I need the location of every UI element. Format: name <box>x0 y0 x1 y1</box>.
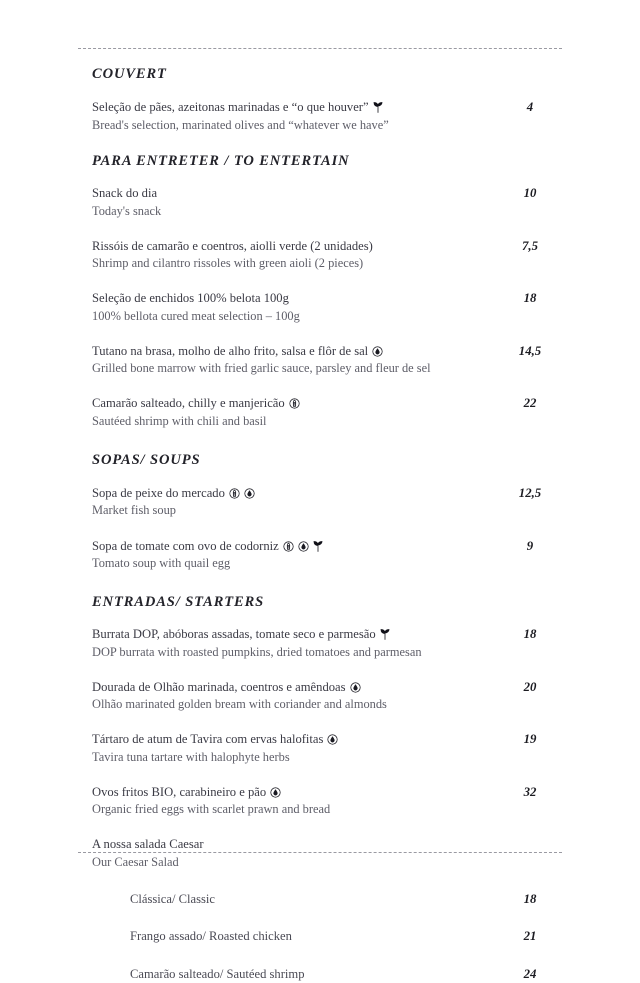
menu-item-option <box>78 928 562 945</box>
menu-item-option-price: 24 <box>523 966 537 981</box>
menu-item-name-pt-text: Sopa de tomate com ovo de codorniz <box>92 538 279 553</box>
menu-item-option-price: 21 <box>523 929 537 944</box>
section-title: COUVERT <box>92 66 167 82</box>
menu-item-name-en: 100% bellota cured meat selection – 100g <box>92 308 300 323</box>
allergen-dairy-icon <box>372 346 383 357</box>
menu-item-name-pt-text: Camarão salteado, chilly e manjericão <box>92 396 285 411</box>
menu-item-price: 4 <box>526 100 534 115</box>
menu-item-name-en: DOP burrata with roasted pumpkins, dried tomatoes and parmesan <box>92 644 422 659</box>
menu-item-price: 9 <box>526 538 534 553</box>
menu-item-name-pt <box>92 343 492 360</box>
menu-item-option <box>78 891 562 908</box>
menu-item <box>78 343 562 377</box>
menu-item-name-pt <box>92 99 492 116</box>
menu-item <box>78 99 562 133</box>
menu-item-name-pt <box>92 538 492 555</box>
menu-section <box>78 58 562 134</box>
vegetarian-sprout-icon <box>373 102 383 113</box>
menu-item-name-en: Tavira tuna tartare with halophyte herbs <box>92 749 290 764</box>
menu-item-name-pt-text: Tártaro de atum de Tavira com ervas halofitas <box>92 732 324 747</box>
menu-item-name-en: Our Caesar Salad <box>92 854 179 869</box>
menu-item <box>78 626 562 660</box>
menu-item <box>78 395 562 429</box>
menu-item-name-pt-text: Dourada de Olhão marinada, coentros e amêndoas <box>92 679 346 694</box>
menu-item-price: 19 <box>523 732 537 747</box>
menu-item-name-pt-text: Snack do dia <box>92 186 158 201</box>
menu-item <box>78 731 562 765</box>
menu-item-price: 20 <box>523 679 537 694</box>
menu-item-name-en: Organic fried eggs with scarlet prawn and bread <box>92 802 331 817</box>
menu-item-option-label: Camarão salteado/ Sautéed shrimp <box>130 966 305 981</box>
menu-item-name-pt-text: Sopa de peixe do mercado <box>92 486 225 501</box>
menu-item-name-en: Grilled bone marrow with fried garlic sauce, parsley and fleur de sel <box>92 361 431 376</box>
menu-item-name-pt <box>92 679 492 696</box>
menu-item-name-pt-text: Seleção de enchidos 100% belota 100g <box>92 291 289 306</box>
section-title: ENTRADAS/ STARTERS <box>92 594 265 611</box>
menu-item-name-en: Shrimp and cilantro rissoles with green aioli (2 pieces) <box>92 256 364 271</box>
vegetarian-sprout-icon <box>380 629 390 640</box>
menu-item-name-pt <box>92 238 492 255</box>
allergen-shellfish-icon <box>283 541 294 552</box>
menu-item-option-label: Clássica/ Classic <box>130 891 215 906</box>
top-divider-rule <box>78 48 562 49</box>
allergen-dairy-icon <box>270 787 281 798</box>
section-title: SOPAS/ SOUPS <box>92 451 201 468</box>
menu-item-price: 7,5 <box>522 238 538 253</box>
menu-item-name-en: Today's snack <box>92 203 162 218</box>
allergen-dairy-icon <box>244 488 255 499</box>
menu-item-price: 32 <box>523 784 537 799</box>
menu-item-price: 10 <box>523 186 537 201</box>
menu-item-name-pt <box>92 290 492 307</box>
allergen-dairy-icon <box>298 541 309 552</box>
menu-item-name-pt-text: A nossa salada Caesar <box>92 837 204 852</box>
menu-item <box>78 238 562 272</box>
allergen-shellfish-icon <box>289 398 300 409</box>
menu-item-price: 18 <box>523 291 537 306</box>
menu-section <box>78 572 562 983</box>
menu-section <box>78 430 562 572</box>
menu-item <box>78 485 562 519</box>
menu-item <box>78 290 562 324</box>
menu-item-name-en: Sautéed shrimp with chili and basil <box>92 413 267 428</box>
menu-item <box>78 538 562 572</box>
menu-item-name-en: Olhão marinated golden bream with coriander and almonds <box>92 697 387 712</box>
menu-item <box>78 784 562 818</box>
vegetarian-sprout-icon <box>313 541 323 552</box>
menu-item-name-pt <box>92 784 492 801</box>
menu-item-name-pt-text: Rissóis de camarão e coentros, aiolli verde (2 unidades) <box>92 238 373 253</box>
menu-item <box>78 185 562 219</box>
menu-item-option-price: 18 <box>523 891 537 906</box>
menu-item-name-en: Market fish soup <box>92 503 176 518</box>
menu-item-name-pt <box>92 395 492 412</box>
menu-section <box>78 134 562 430</box>
menu-item-name-pt-text: Burrata DOP, abóboras assadas, tomate seco e parmesão <box>92 627 376 642</box>
menu-item-price: 14,5 <box>518 343 542 358</box>
menu-item <box>78 836 562 870</box>
menu-item-option <box>78 966 562 983</box>
menu-content <box>78 58 562 983</box>
menu-item-name-pt <box>92 626 492 643</box>
menu-item-name-pt-text: Ovos fritos BIO, carabineiro e pão <box>92 784 267 799</box>
allergen-shellfish-icon <box>229 488 240 499</box>
menu-item-option-label: Frango assado/ Roasted chicken <box>130 929 292 944</box>
menu-item-price: 18 <box>523 627 537 642</box>
section-title: PARA ENTRETER / TO ENTERTAIN <box>92 152 350 169</box>
menu-item-name-pt-text: Tutano na brasa, molho de alho frito, salsa e flôr de sal <box>92 343 369 358</box>
bottom-divider-rule <box>78 852 562 853</box>
allergen-dairy-icon <box>327 734 338 745</box>
menu-item-price: 12,5 <box>518 486 542 501</box>
menu-item <box>78 679 562 713</box>
menu-item-name-en: Tomato soup with quail egg <box>92 555 231 570</box>
menu-item-name-en: Bread's selection, marinated olives and “whatever we have” <box>92 117 389 132</box>
menu-item-name-pt <box>92 185 492 202</box>
menu-item-price: 22 <box>523 396 537 411</box>
allergen-dairy-icon <box>350 682 361 693</box>
menu-item-name-pt <box>92 485 492 502</box>
menu-item-name-pt <box>92 731 492 748</box>
menu-item-name-pt-text: Seleção de pães, azeitonas marinadas e “o que houver” <box>92 100 369 115</box>
